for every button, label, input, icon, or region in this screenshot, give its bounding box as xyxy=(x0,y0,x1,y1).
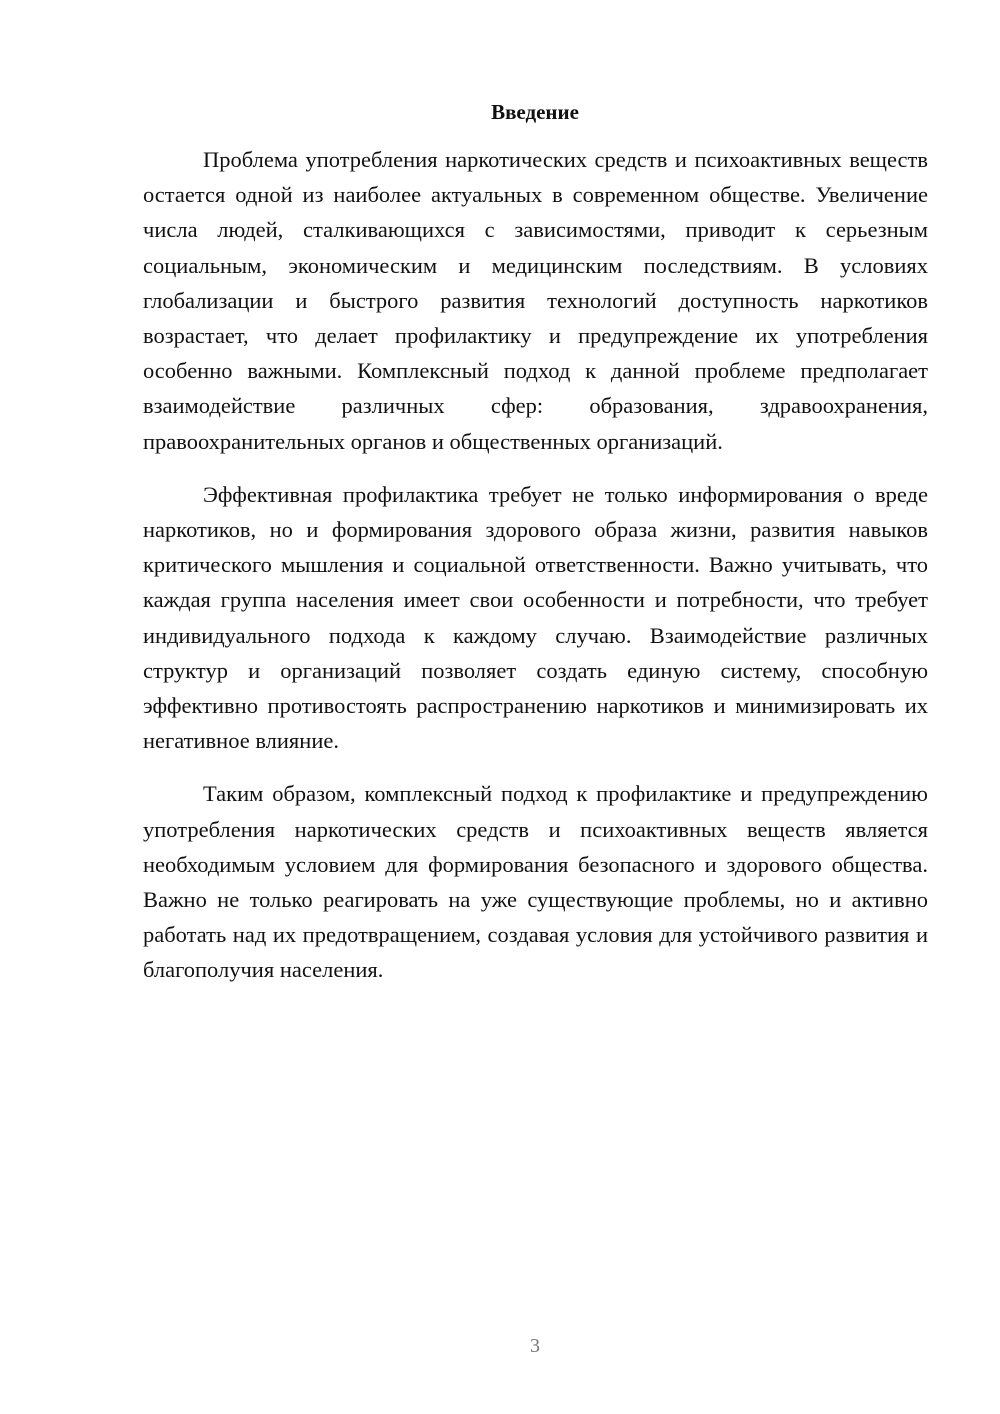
paragraph-3: Таким образом, комплексный подход к профилактике и предупреждению употребления наркотических средств и психоактивных веществ является необходимым условием для формирования безопасного и здорового общества. Важно не только реагировать на уже существующие проблемы, но и активно работать над их предотвращением, создавая условия для устойчивого развития и благополучия населения. xyxy=(143,781,928,983)
paragraph-1: Проблема употребления наркотических средств и психоактивных веществ остается одной из наиболее актуальных в современном обществе. Увеличение числа людей, сталкивающихся с зависимостями, приводит к серьезным социальным, экономическим и медицинским последствиям. В условиях глобализации и быстрого развития технологий доступность наркотиков возрастает, что делает профилактику и предупреждение их употребления особенно важными. Комплексный подход к данной проблеме предполагает взаимодействие различных сфер: образования, здравоохранения, правоохранительных органов и общественных организаций. xyxy=(143,147,928,454)
paragraph-2: Эффективная профилактика требует не только информирования о вреде наркотиков, но и формирования здорового образа жизни, развития навыков критического мышления и социальной ответственности. Важно учитывать, что каждая группа населения имеет свои особенности и потребности, что требует индивидуального подхода к каждому случаю. Взаимодействие различных структур и организаций позволяет создать единую систему, способную эффективно противостоять распространению наркотиков и минимизировать их негативное влияние. xyxy=(143,481,928,754)
document-body xyxy=(143,142,928,1006)
section-heading: Введение xyxy=(491,100,579,124)
page-number: 3 xyxy=(530,1335,540,1357)
